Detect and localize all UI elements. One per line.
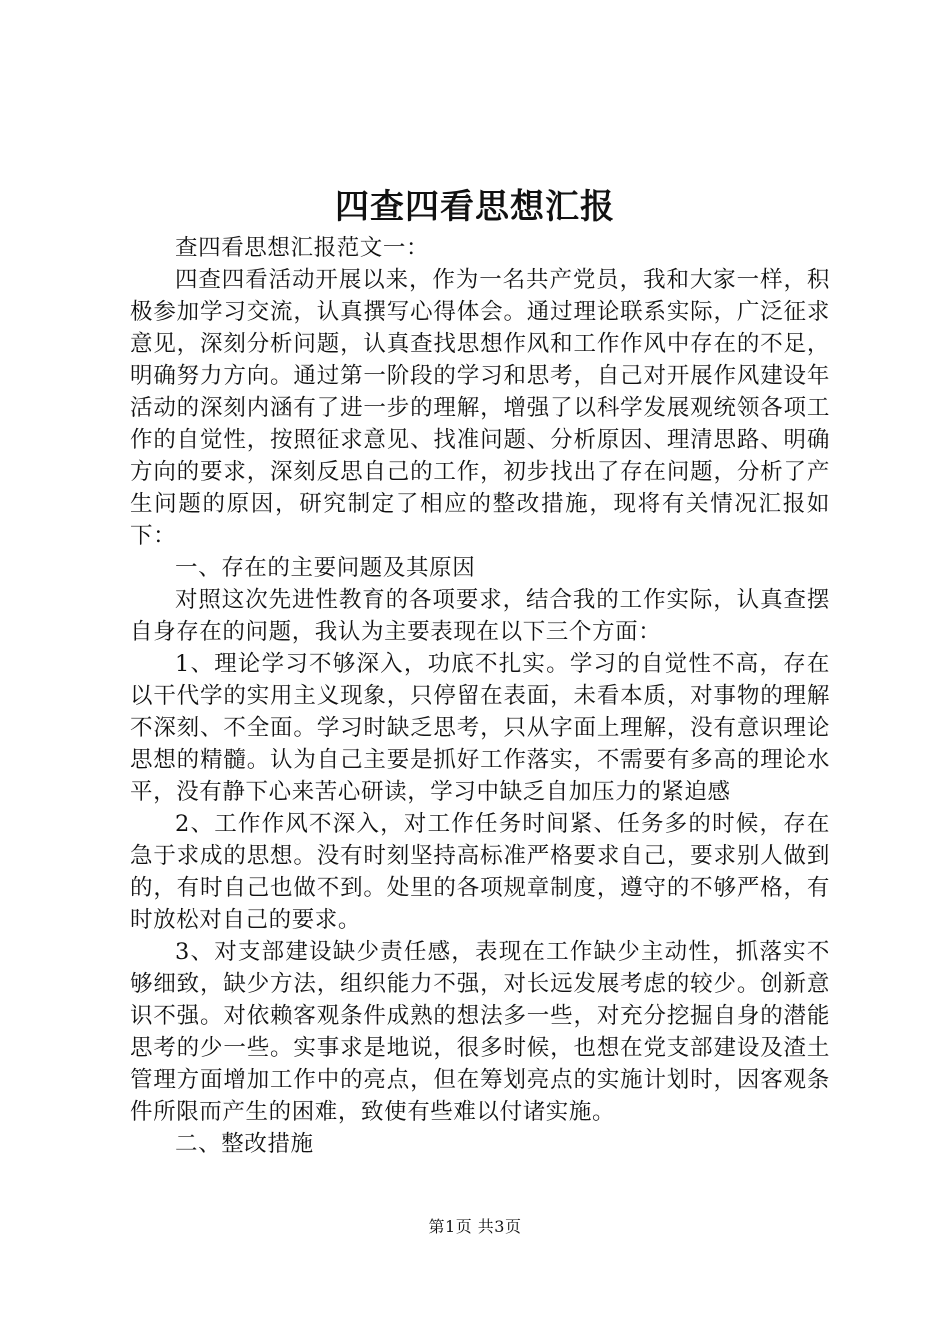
section-heading: 二、整改措施 — [175, 1131, 314, 1157]
body-paragraph: 对照这次先进性教育的各项要求，结合我的工作实际，认真查摆自身存在的问题，我认为主要表现在以下三个方面： — [130, 587, 830, 645]
page-number: 第1页 共3页 — [428, 1217, 522, 1236]
body-paragraph: 1、理论学习不够深入，功底不扎实。学习的自觉性不高，存在以干代学的实用主义现象，只停留在表面，未看本质，对事物的理解不深刻、不全面。学习时缺乏思考，只从字面上理解，没有意识理论思想的精髓。认为自己主要是抓好工作落实，不需要有多高的理论水平，没有静下心来苦心研读，学习中缺乏自加压力的紧迫感 — [130, 651, 830, 805]
body-paragraph: 四查四看活动开展以来，作为一名共产党员，我和大家一样，积极参加学习交流，认真撰写心得体会。通过理论联系实际，广泛征求意见，深刻分析问题，认真查找思想作风和工作作风中存在的不足，明确努力方向。通过第一阶段的学习和思考，自己对开展作风建设年活动的深刻内涵有了进一步的理解，增强了以科学发展观统领各项工作的自觉性，按照征求意见、找准问题、分析原因、理清思路、明确方向的要求，深刻反思自己的工作，初步找出了存在问题，分析了产生问题的原因，研究制定了相应的整改措施，现将有关情况汇报如下： — [130, 267, 830, 549]
body-paragraph: 2、工作作风不深入，对工作任务时间紧、任务多的时候，存在急于求成的思想。没有时刻坚持高标准严格要求自己，要求别人做到的，有时自己也做不到。处里的各项规章制度，遵守的不够严格，有时放松对自己的要求。 — [130, 811, 830, 933]
document-body — [130, 232, 830, 1160]
intro-line: 查四看思想汇报范文一： — [175, 235, 430, 261]
section-heading: 一、存在的主要问题及其原因 — [175, 555, 476, 581]
body-paragraph: 3、对支部建设缺少责任感，表现在工作缺少主动性，抓落实不够细致，缺少方法，组织能力不强，对长远发展考虑的较少。创新意识不强。对依赖客观条件成熟的想法多一些，对充分挖掘自身的潜能思考的少一些。实事求是地说，很多时候，也想在党支部建设及渣土管理方面增加工作中的亮点，但在筹划亮点的实施计划时，因客观条件所限而产生的困难，致使有些难以付诸实施。 — [130, 939, 830, 1125]
page-title: 四查四看思想汇报 — [335, 187, 615, 227]
